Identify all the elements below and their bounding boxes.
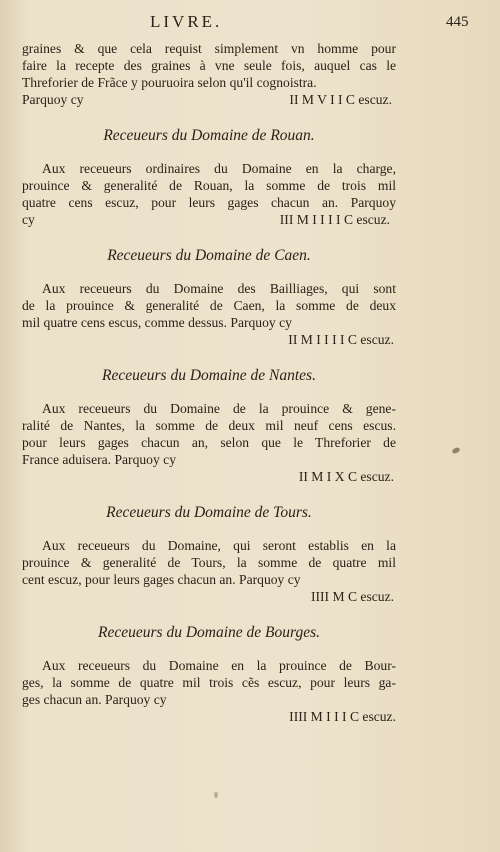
section-bourges [22, 619, 396, 725]
amount: IIII M I I I C escuz. [289, 709, 396, 724]
text-line: quatre cens escuz, pour leurs gages chacun an. Parquoy [22, 195, 396, 210]
section-heading: Receueurs du Domaine de Caen. [107, 247, 311, 264]
section-heading: Receueurs du Domaine de Tours. [106, 504, 312, 521]
page-number: 445 [446, 14, 469, 30]
text-line: prouince & generalité de Tours, la somme de quatre mil [22, 555, 396, 570]
text-line: prouince & generalité de Rouan, la somme de trois mil [22, 178, 396, 193]
text-line: graines & que cela requist simplement vn homme pour [22, 41, 396, 56]
section-heading: Receueurs du Domaine de Rouan. [103, 127, 315, 144]
text-line: cent escuz, pour leurs gages chacun an. Parquoy cy [22, 572, 301, 587]
amount-line [22, 211, 396, 228]
text-line: pour leurs gages chacun an, selon que le Threforier de [22, 435, 396, 450]
amount: II M I X C escuz. [298, 469, 394, 484]
text-line: Threforier de Frãce y pouruoira selon qu'il cognoistra. [22, 75, 317, 90]
section-caen [22, 242, 396, 348]
amount: III M I I I I C escuz. [279, 212, 390, 227]
parquoy-lead: Parquoy cy [22, 92, 84, 107]
amount-line [22, 91, 396, 108]
ink-blot [451, 447, 460, 455]
page-header [0, 12, 500, 36]
running-title: LIVRE. [150, 12, 223, 31]
text-line: de la prouince & generalité de Caen, la somme de deux [22, 298, 396, 313]
page-body [22, 40, 396, 725]
amount: II M I I I I C escuz. [288, 332, 394, 347]
text-line: mil quatre cens escus, comme dessus. Parquoy cy [22, 315, 292, 330]
text-line: Aux receueurs ordinaires du Domaine en la charge, [42, 161, 396, 176]
section-heading: Receueurs du Domaine de Bourges. [98, 624, 320, 641]
text-line: Aux receueurs du Domaine en la prouince de Bour- [42, 658, 396, 673]
text-line: Aux receueurs du Domaine des Bailliages, qui sont [42, 281, 396, 296]
amount: IIII M C escuz. [310, 589, 394, 604]
parquoy-lead: cy [22, 212, 35, 227]
section-tours [22, 499, 396, 605]
text-line: France aduisera. Parquoy cy [22, 452, 177, 467]
text-line: Aux receueurs du Domaine, qui seront establis en la [42, 538, 396, 553]
amount: II M V I I C escuz. [289, 92, 392, 107]
intro-paragraph [22, 40, 396, 108]
section-rouan [22, 122, 396, 228]
section-heading: Receueurs du Domaine de Nantes. [102, 367, 316, 384]
ink-spot [214, 792, 218, 798]
text-line: faire la recepte des graines à vne seule fois, auquel cas le [22, 58, 396, 73]
text-line: ges chacun an. Parquoy cy [22, 692, 167, 707]
text-line: ges, la somme de quatre mil trois cẽs escuz, pour leurs ga- [22, 675, 396, 690]
section-nantes [22, 362, 396, 485]
text-line: ralité de Nantes, la somme de deux mil neuf cens escus. [22, 418, 396, 433]
text-line: Aux receueurs du Domaine de la prouince & gene- [42, 401, 396, 416]
